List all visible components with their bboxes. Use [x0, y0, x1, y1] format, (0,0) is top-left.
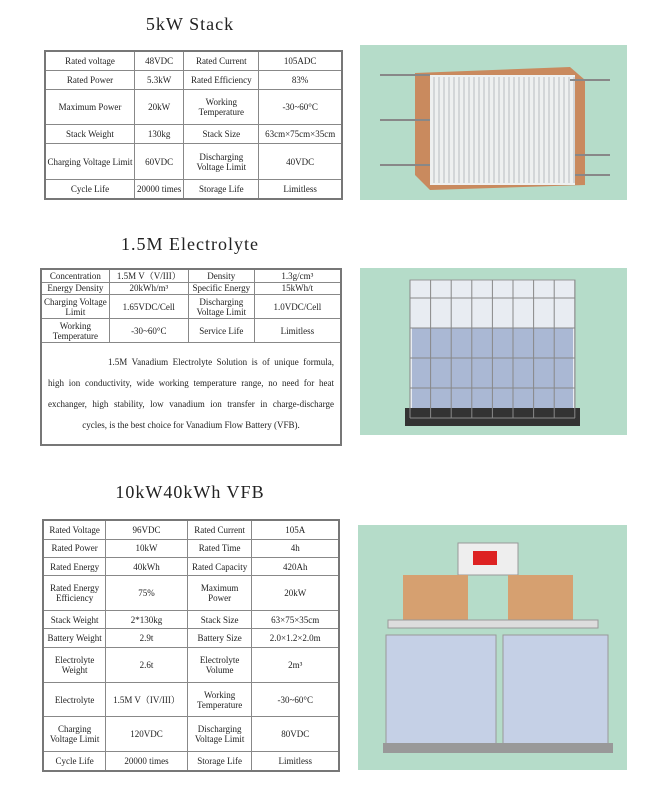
spec-label: Electrolyte — [43, 682, 106, 717]
spec-value: 2.9t — [106, 629, 188, 647]
spec-label: Rated Energy — [43, 557, 106, 575]
spec-label: Service Life — [188, 319, 254, 343]
spec-value: 20000 times — [134, 179, 183, 199]
spec-label: Cycle Life — [45, 179, 134, 199]
spec-label: Stack Weight — [45, 125, 134, 144]
spec-value: 40VDC — [259, 144, 342, 180]
spec-value: -30~60°C — [252, 682, 339, 717]
spec-value: 20kWh/m³ — [109, 282, 188, 295]
spec-label: Charging Voltage Limit — [43, 717, 106, 752]
electrolyte-tank-photo — [360, 268, 627, 435]
vfb-spec-table — [42, 519, 340, 772]
spec-value: 130kg — [134, 125, 183, 144]
spec-label: Charging Voltage Limit — [41, 295, 109, 319]
spec-value: -30~60°C — [259, 89, 342, 125]
spec-label: Stack Size — [187, 611, 252, 629]
table-row — [41, 269, 341, 282]
spec-label: Electrolyte Weight — [43, 647, 106, 682]
spec-value: 48VDC — [134, 51, 183, 71]
spec-value: 4h — [252, 539, 339, 557]
table-row — [45, 89, 342, 125]
table-row — [41, 319, 341, 343]
spec-label: Working Temperature — [41, 319, 109, 343]
spec-label: Electrolyte Volume — [187, 647, 252, 682]
spec-value: 20000 times — [106, 752, 188, 771]
spec-label: Maximum Power — [187, 576, 252, 611]
table-row — [43, 682, 339, 717]
spec-value: 2*130kg — [106, 611, 188, 629]
spec-label: Battery Weight — [43, 629, 106, 647]
spec-value: Limitless — [252, 752, 339, 771]
spec-label: Battery Size — [187, 629, 252, 647]
spec-value: 63×75×35cm — [252, 611, 339, 629]
table-row — [43, 539, 339, 557]
spec-label: Rated Efficiency — [184, 71, 259, 90]
table-row — [43, 629, 339, 647]
table-row — [45, 179, 342, 199]
spec-value: 1.0VDC/Cell — [254, 295, 341, 319]
spec-label: Storage Life — [184, 179, 259, 199]
table-row — [45, 51, 342, 71]
spec-value: 63cm×75cm×35cm — [259, 125, 342, 144]
stack-spec-table — [44, 50, 343, 200]
spec-value: 2.0×1.2×2.0m — [252, 629, 339, 647]
spec-value: 120VDC — [106, 717, 188, 752]
spec-value: 105A — [252, 520, 339, 539]
table-row — [45, 144, 342, 180]
table-row — [45, 125, 342, 144]
spec-value: Limitless — [259, 179, 342, 199]
spec-value: 1.65VDC/Cell — [109, 295, 188, 319]
spec-value: 420Ah — [252, 557, 339, 575]
spec-label: Rated Time — [187, 539, 252, 557]
spec-label: Discharging Voltage Limit — [188, 295, 254, 319]
spec-label: Specific Energy — [188, 282, 254, 295]
table-row — [43, 717, 339, 752]
table-row — [43, 557, 339, 575]
spec-label: Rated Power — [43, 539, 106, 557]
spec-label: Rated Current — [187, 520, 252, 539]
spec-value: Limitless — [254, 319, 341, 343]
spec-label: Rated Energy Efficiency — [43, 576, 106, 611]
table-row — [45, 71, 342, 90]
spec-label: Rated Capacity — [187, 557, 252, 575]
spec-label: Rated Voltage — [43, 520, 106, 539]
spec-label: Working Temperature — [184, 89, 259, 125]
spec-value: 2m³ — [252, 647, 339, 682]
spec-label: Working Temperature — [187, 682, 252, 717]
spec-value: 20kW — [134, 89, 183, 125]
spec-value: 83% — [259, 71, 342, 90]
spec-label: Discharging Voltage Limit — [184, 144, 259, 180]
vfb-system-photo — [358, 525, 627, 770]
table-row — [41, 295, 341, 319]
table-row — [43, 752, 339, 771]
electrolyte-spec-table — [40, 268, 342, 446]
spec-value: 10kW — [106, 539, 188, 557]
spec-label: Stack Size — [184, 125, 259, 144]
spec-label: Concentration — [41, 269, 109, 282]
spec-value: 40kWh — [106, 557, 188, 575]
spec-label: Rated Current — [184, 51, 259, 71]
spec-value: 1.5M V（V/III） — [109, 269, 188, 282]
spec-label: Density — [188, 269, 254, 282]
table-row — [43, 576, 339, 611]
spec-value: 60VDC — [134, 144, 183, 180]
spec-label: Cycle Life — [43, 752, 106, 771]
section-title-vfb: 10kW40kWh VFB — [115, 482, 265, 502]
section-title-stack: 5kW Stack — [145, 14, 235, 34]
spec-label: Discharging Voltage Limit — [187, 717, 252, 752]
table-row — [43, 611, 339, 629]
spec-label: Maximum Power — [45, 89, 134, 125]
spec-value: 96VDC — [106, 520, 188, 539]
electrolyte-description: 1.5M Vanadium Electrolyte Solution is of unique formula, high ion conductivity, wide working temperature range, no need for heat exchanger, high stability, low vanadium ion transfer in charge-discharge cycles, is the best choice for Vanadium Flow Battery (VFB). — [41, 343, 341, 445]
spec-value: 2.6t — [106, 647, 188, 682]
table-row — [41, 282, 341, 295]
spec-value: 5.3kW — [134, 71, 183, 90]
spec-value: 1.5M V（IV/III） — [106, 682, 188, 717]
spec-value: 1.3g/cm³ — [254, 269, 341, 282]
stack-photo — [360, 45, 627, 200]
spec-label: Energy Density — [41, 282, 109, 295]
spec-label: Storage Life — [187, 752, 252, 771]
spec-value: 80VDC — [252, 717, 339, 752]
spec-value: 105ADC — [259, 51, 342, 71]
spec-label: Stack Weight — [43, 611, 106, 629]
spec-value: 20kW — [252, 576, 339, 611]
table-row — [43, 520, 339, 539]
spec-label: Rated Power — [45, 71, 134, 90]
spec-label: Charging Voltage Limit — [45, 144, 134, 180]
spec-value: 15kWh/t — [254, 282, 341, 295]
section-title-electrolyte: 1.5M Electrolyte — [121, 234, 259, 254]
spec-value: -30~60°C — [109, 319, 188, 343]
spec-value: 75% — [106, 576, 188, 611]
table-row — [43, 647, 339, 682]
spec-label: Rated voltage — [45, 51, 134, 71]
